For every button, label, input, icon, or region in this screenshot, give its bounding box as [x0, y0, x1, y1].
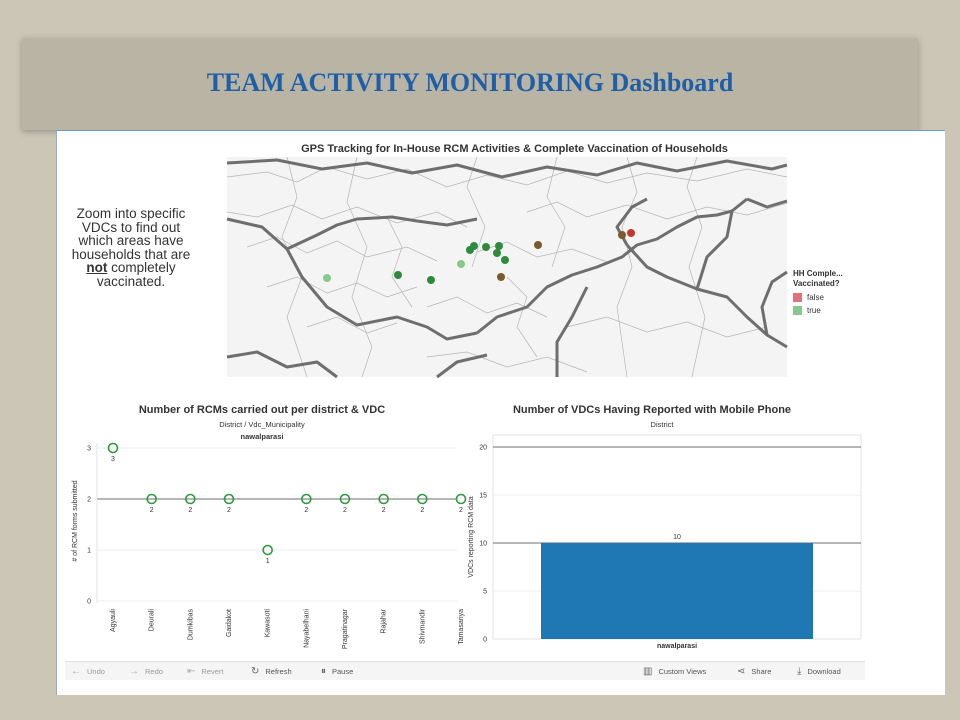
- vdc-y-tick-label: 20: [479, 444, 487, 452]
- legend-label-false: false: [807, 293, 824, 302]
- vdc-y-tick-label: 15: [479, 492, 487, 500]
- gps-point-true[interactable]: [323, 274, 331, 282]
- pause-icon: ⏸: [321, 666, 326, 677]
- map-svg[interactable]: [227, 157, 787, 377]
- download-icon: ⤓: [797, 666, 802, 677]
- rcm-x-tick-label: Deurali: [148, 609, 156, 632]
- zoom-text-1: Zoom into specific VDCs to find out which areas have households that are: [71, 206, 191, 262]
- rcm-x-tick-label: Dumkibas: [187, 609, 195, 641]
- gps-point-mixed[interactable]: [497, 273, 505, 281]
- gps-point[interactable]: [493, 249, 501, 257]
- legend-swatch-true: [793, 306, 802, 315]
- rcm-x-tick-label: Gaidakot: [226, 609, 233, 638]
- rcm-x-tick-label: Pragatinagar: [342, 609, 349, 650]
- rcm-x-labels: [110, 608, 465, 649]
- vdc-y-tick-label: 0: [483, 636, 487, 644]
- legend-item-true[interactable]: [793, 306, 843, 315]
- vdc-y-tick-label: 5: [483, 588, 487, 596]
- vdc-y-ticks: [479, 445, 487, 644]
- tableau-toolbar: [65, 661, 865, 680]
- rcm-y-tick-label: 2: [87, 496, 91, 504]
- vdc-bars: [541, 534, 813, 650]
- rcm-data-label: 2: [381, 507, 386, 514]
- legend-item-false[interactable]: [793, 293, 843, 302]
- gps-point[interactable]: [482, 243, 490, 251]
- rcm-data-label: 2: [304, 507, 309, 514]
- refresh-label: Refresh: [265, 667, 292, 676]
- rcm-data-label: 2: [188, 507, 193, 514]
- gps-point-true[interactable]: [457, 260, 465, 268]
- gps-point[interactable]: [495, 242, 503, 250]
- rcm-data-label: 1: [265, 558, 270, 565]
- download-button[interactable]: [797, 666, 841, 677]
- rcm-data-label: 2: [459, 507, 463, 514]
- map-legend: [793, 269, 843, 315]
- vdc-bar[interactable]: [541, 543, 813, 639]
- rcm-gridlines: [97, 443, 457, 603]
- map-title: GPS Tracking for In-House RCM Activities & Complete Vaccination of Households: [301, 143, 728, 155]
- zoom-instructions: [71, 207, 191, 288]
- rcm-data-label: 2: [343, 507, 347, 514]
- rcm-data-label: 2: [227, 507, 231, 514]
- share-label: Share: [751, 667, 772, 676]
- legend-title-2: Vaccinated?: [793, 279, 840, 288]
- rcm-y-tick-label: 1: [87, 547, 91, 555]
- share-icon: ⋖: [737, 666, 746, 677]
- rcm-x-tick-label: Tamasariya: [458, 609, 465, 645]
- rcm-x-tick-label: Nayabelhani: [303, 609, 311, 648]
- undo-icon: ←: [71, 666, 81, 677]
- dashboard-title: TEAM ACTIVITY MONITORING Dashboard: [206, 68, 734, 97]
- pause-label: Pause: [332, 667, 354, 676]
- rcm-group-label: nawalparasi: [240, 432, 284, 441]
- legend-title-1: HH Comple...: [793, 269, 843, 278]
- revert-icon: ⇤: [187, 666, 196, 677]
- rcm-data-label: 3: [111, 456, 115, 463]
- gps-map[interactable]: [227, 157, 787, 377]
- gps-point[interactable]: [394, 271, 402, 279]
- rcm-x-tick-label: Rajahar: [380, 609, 388, 634]
- refresh-button[interactable]: [251, 666, 292, 677]
- revert-button[interactable]: [187, 666, 223, 677]
- vdc-bar-value-label: 10: [673, 534, 681, 541]
- gps-point[interactable]: [470, 242, 478, 250]
- vdc-chart: [461, 427, 871, 663]
- vdc-chart-subtitle: District: [650, 420, 674, 429]
- gps-point-false[interactable]: [627, 229, 635, 237]
- redo-icon: →: [129, 666, 139, 677]
- download-label: Download: [807, 667, 841, 676]
- gps-point-mixed[interactable]: [618, 231, 626, 239]
- zoom-text-2: completely vaccinated.: [96, 260, 176, 289]
- custom-views-label: Custom Views: [658, 667, 707, 676]
- rcm-y-tick-label: 0: [87, 598, 91, 606]
- rcm-x-tick-label: Agyauli: [110, 609, 117, 632]
- share-button[interactable]: [737, 666, 771, 677]
- vdc-y-tick-label: 10: [479, 540, 487, 548]
- legend-label-true: true: [807, 306, 821, 315]
- zoom-text-emphasis: not: [86, 260, 108, 275]
- gps-point[interactable]: [501, 256, 509, 264]
- undo-label: Undo: [87, 667, 105, 676]
- undo-button[interactable]: [71, 666, 105, 677]
- vdc-y-axis-label: VDCs reporting RCM data: [468, 496, 475, 578]
- revert-label: Revert: [201, 667, 224, 676]
- rcm-data-label: 2: [420, 507, 425, 514]
- rcm-y-ticks: [87, 446, 91, 606]
- rcm-data-label: 2: [149, 507, 154, 514]
- custom-views-button[interactable]: [643, 666, 706, 677]
- rcm-y-axis-label: # of RCM forms submitted: [72, 480, 79, 562]
- vdc-chart-title: Number of VDCs Having Reported with Mobile Phone: [512, 404, 792, 416]
- gps-point[interactable]: [427, 276, 435, 284]
- rcm-x-tick-label: Shivmandir: [419, 609, 427, 645]
- vdc-x-tick-label: nawalparasi: [656, 643, 698, 650]
- rcm-y-tick-label: 3: [87, 445, 91, 453]
- pause-button[interactable]: [321, 666, 353, 677]
- rcm-chart: [65, 421, 465, 661]
- rcm-points: [109, 444, 466, 566]
- dashboard-panel: [56, 130, 945, 695]
- header-banner: [22, 38, 918, 130]
- rcm-chart-subtitle: District / Vdc_Municipality: [219, 420, 305, 429]
- legend-swatch-false: [793, 293, 802, 302]
- rcm-x-tick-label: Kawasoti: [264, 609, 272, 638]
- rcm-chart-title: Number of RCMs carried out per district & VDC: [138, 404, 386, 416]
- custom-views-icon: ▥: [643, 666, 653, 677]
- refresh-icon: ↻: [251, 666, 260, 677]
- redo-label: Redo: [145, 667, 163, 676]
- gps-point-mixed[interactable]: [534, 241, 542, 249]
- redo-button[interactable]: [129, 666, 163, 677]
